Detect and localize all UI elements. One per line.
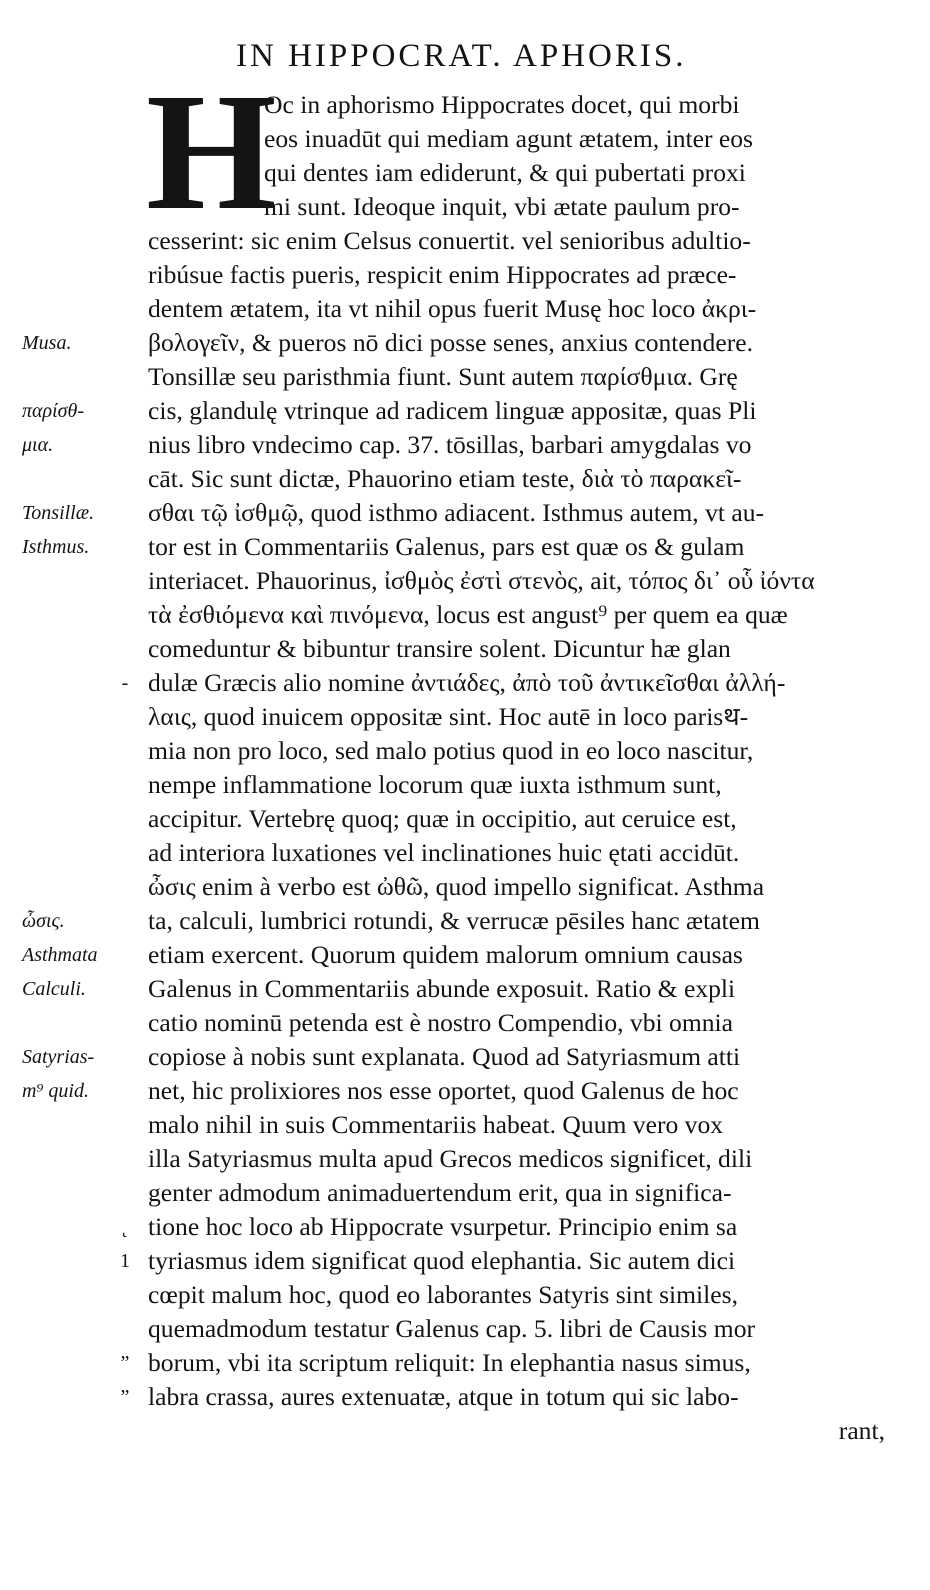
text-line: nius libro vndecimo cap. 37. tōsillas, barbari amygdalas vo bbox=[148, 430, 752, 459]
margin-note: Asthmata bbox=[22, 944, 98, 966]
text-line: dulæ Græcis alio nomine ἀντιάδες, ἀπὸ τοῦ ἀντικεῖσθαι ἀλλή- bbox=[148, 668, 786, 697]
margin-mark: ˛ bbox=[121, 1216, 129, 1238]
margin-note: Tonsillæ. bbox=[22, 502, 95, 524]
text-line: mia non pro loco, sed malo potius quod in eo loco nascitur, bbox=[148, 736, 754, 765]
text-line: illa Satyriasmus multa apud Grecos medicos significet, dili bbox=[148, 1144, 753, 1173]
text-line: quemadmodum testatur Galenus cap. 5. libri de Causis mor bbox=[148, 1314, 756, 1343]
text-line: βολογεῖν, & pueros nō dici posse senes, anxius contendere. bbox=[148, 328, 753, 357]
text-line: net, hic prolixiores nos esse oportet, quod Galenus de hoc bbox=[148, 1076, 739, 1105]
text-line: tione hoc loco ab Hippocrate vsurpetur. Principio enim sa bbox=[148, 1212, 738, 1241]
text-line: interiacet. Phauorinus, ἰσθμὸς ἐστὶ στενὸς, ait, τόπος δι᾽ οὗ ἰόντα bbox=[148, 566, 815, 595]
text-line: ad interiora luxationes vel inclinationes huic ętati accidūt. bbox=[148, 838, 740, 867]
text-line: tyriasmus idem significat quod elephantia. Sic autem dici bbox=[148, 1246, 736, 1275]
text-line: cis, glandulę vtrinque ad radicem linguæ appositæ, quas Pli bbox=[148, 396, 757, 425]
text-line: rant, bbox=[838, 1416, 885, 1445]
text-line: comeduntur & bibuntur transire solent. Dicuntur hæ glan bbox=[148, 634, 731, 663]
text-line: ὦσις enim à verbo est ὠθῶ, quod impello significat. Asthma bbox=[148, 872, 765, 901]
text-line: catio nominū petenda est è nostro Compendio, vbi omnia bbox=[148, 1008, 733, 1037]
text-line: labra crassa, aures extenuatæ, atque in totum qui sic labo- bbox=[148, 1382, 739, 1411]
text-line: ta, calculi, lumbrici rotundi, & verrucæ pēsiles hanc ætatem bbox=[148, 906, 760, 935]
text-line: etiam exercent. Quorum quidem malorum omnium causas bbox=[148, 940, 743, 969]
text-line: dentem ætatem, ita vt nihil opus fuerit Musę hoc loco ἀκρι- bbox=[148, 294, 757, 323]
margin-note: m⁹ quid. bbox=[22, 1080, 89, 1102]
text-line: Oc in aphorismo Hippocrates docet, qui morbi bbox=[264, 90, 740, 119]
drop-cap: H bbox=[146, 59, 277, 245]
text-line: genter admodum animaduertendum erit, qua in significa- bbox=[148, 1178, 732, 1207]
text-line: Galenus in Commentariis abunde exposuit. Ratio & expli bbox=[148, 974, 736, 1003]
margin-mark: 1 bbox=[120, 1250, 130, 1272]
text-line: cāt. Sic sunt dictæ, Phauorino etiam teste, διὰ τὸ παρακεῖ- bbox=[148, 464, 742, 493]
text-line: copiose à nobis sunt explanata. Quod ad Satyriasmum atti bbox=[148, 1042, 741, 1071]
margin-mark: ” bbox=[120, 1352, 130, 1374]
text-line: cesserint: sic enim Celsus conuertit. vel senioribus adultio- bbox=[148, 226, 751, 255]
text-line: τὰ ἐσθιόμενα καὶ πινόμενα, locus est angust⁹ per quem ea quæ bbox=[148, 600, 788, 629]
text-line: ribúsue factis pueris, respicit enim Hippocrates ad præce- bbox=[148, 260, 737, 289]
text-line: tor est in Commentariis Galenus, pars est quæ os & gulam bbox=[148, 532, 745, 561]
text-line: accipitur. Vertebrę quoq; quæ in occipitio, aut ceruice est, bbox=[148, 804, 737, 833]
text-line: Tonsillæ seu paristhmia fiunt. Sunt autem παρίσθμια. Grę bbox=[148, 362, 738, 391]
margin-mark: - bbox=[121, 672, 129, 694]
text-line: mi sunt. Ideoque inquit, vbi ætate paulum pro- bbox=[264, 192, 740, 221]
margin-note: Satyrias- bbox=[22, 1046, 95, 1068]
text-line: cœpit malum hoc, quod eo laborantes Satyris sint similes, bbox=[148, 1280, 738, 1309]
text-line: qui dentes iam ediderunt, & qui pubertati proxi bbox=[264, 158, 746, 187]
margin-note: Musa. bbox=[22, 332, 72, 354]
text-line: σθαι τῷ ἰσθμῷ, quod isthmo adiacent. Isthmus autem, vt au- bbox=[148, 498, 765, 527]
main-text bbox=[146, 59, 885, 1448]
text-line: nempe inflammatione locorum quæ iuxta isthmum sunt, bbox=[148, 770, 722, 799]
text-line: eos inuadūt qui mediam agunt ætatem, inter eos bbox=[264, 124, 754, 153]
text-line: λαις, quod inuicem oppositæ sint. Hoc autē in loco parisथ- bbox=[148, 702, 749, 731]
text-line: borum, vbi ita scriptum reliquit: In elephantia nasus simus, bbox=[148, 1348, 751, 1377]
text-line: malo nihil in suis Commentariis habeat. Quum vero vox bbox=[148, 1110, 724, 1139]
margin-note: ὦσις. bbox=[22, 910, 65, 932]
margin-note: παρίσθ- bbox=[22, 400, 85, 422]
margin-mark: ” bbox=[120, 1386, 130, 1408]
margin-note: Isthmus. bbox=[22, 536, 90, 558]
margin-note: μια. bbox=[22, 434, 54, 456]
margin-note: Calculi. bbox=[22, 978, 86, 1000]
running-head: IN HIPPOCRAT. APHORIS. bbox=[236, 38, 687, 74]
